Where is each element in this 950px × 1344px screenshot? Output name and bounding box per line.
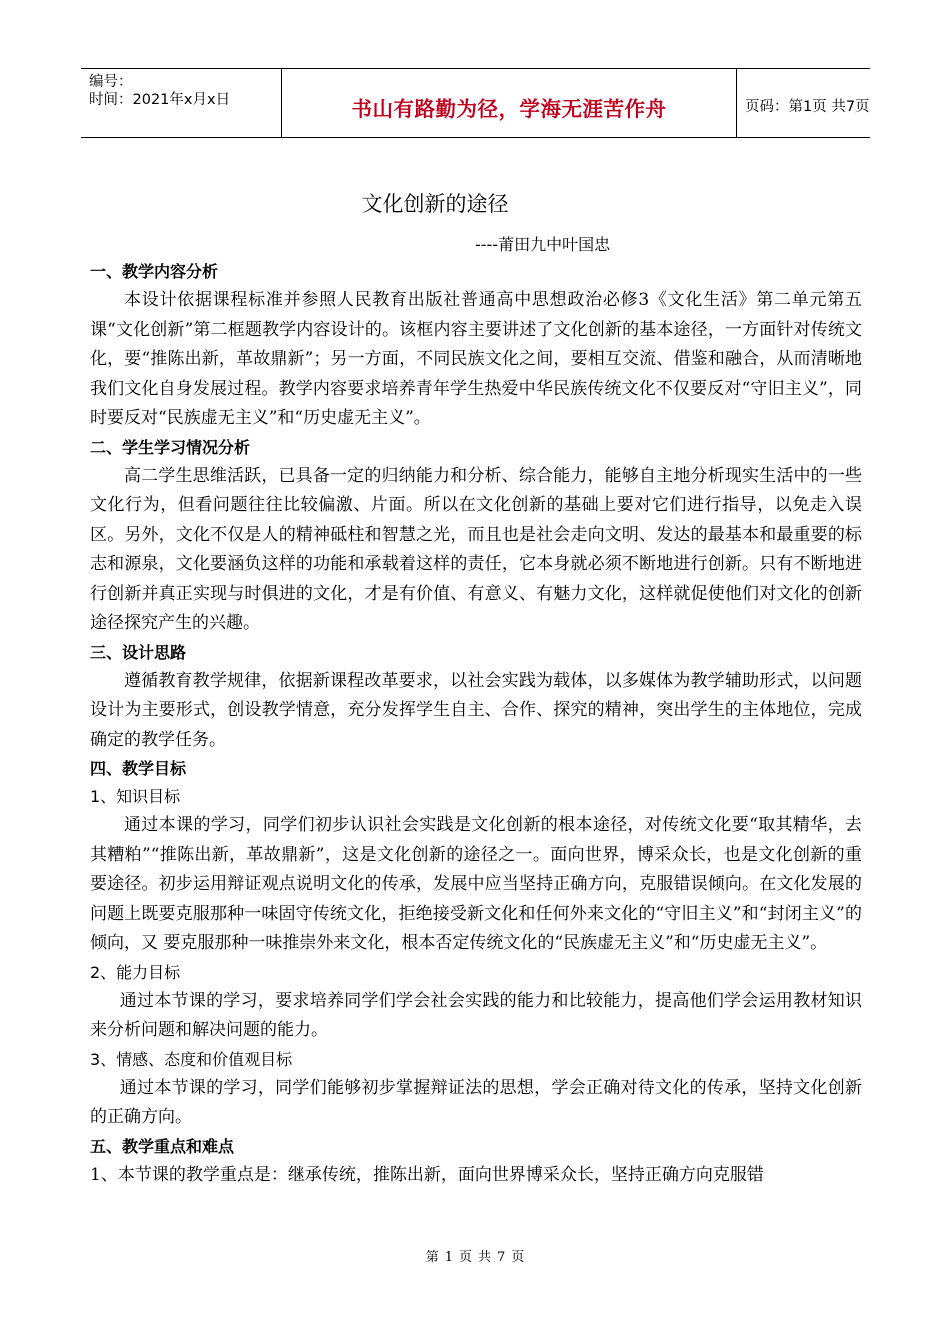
paragraph-content-analysis: 本设计依据课程标准并参照人民教育出版社普通高中思想政治必修3《文化生活》第二单元第五课“文化创新”第二框题教学内容设计的。该框内容主要讲述了文化创新的基本途径，一方面针对传统文化，要“推陈出新，革故鼎新”；另一方面，不同民族文化之间，要相互交流、借鉴和融合，从而清晰地我们文化自身发展过程。教学内容要求培养青年学生热爱中华民族传统文化不仅要反对“守旧主义”，同时要反对“民族虚无主义”和“历史虚无主义”。: [90, 290, 862, 428]
footer-page-number: 1: [444, 1250, 453, 1265]
header-right-cell: [737, 69, 870, 137]
footer-word-ye-2: 页: [511, 1250, 525, 1265]
section-heading-3: 三、设计思路: [90, 642, 187, 662]
header-page-info: 页码：第1页 共7页: [745, 99, 870, 115]
section-heading-4: 四、教学目标: [90, 759, 187, 778]
section-heading-5: 五、教学重点和难点: [90, 1136, 235, 1156]
document-number-label: 编号：: [89, 74, 133, 90]
paragraph-ability-goal: 通过本节课的学习，要求培养同学们学会社会实践的能力和比较能力，提高他们学会运用教材知识来分析问题和解决问题的能力。: [90, 990, 862, 1040]
paragraph-key-points: 1、本节课的教学重点是：继承传统，推陈出新，面向世界博采众长，坚持正确方向克服错: [90, 1164, 764, 1185]
footer-word-ye: 页: [458, 1250, 472, 1265]
paragraph-design-idea: 遵循教育教学规律，依据新课程改革要求，以社会实践为载体，以多媒体为教学辅助形式，以问题设计为主要形式，创设教学情意，充分发挥学生自主、合作、探究的精神，突出学生的主体地位，完成确定的教学任务。: [90, 670, 862, 750]
paragraph-student-analysis: 高二学生思维活跃，已具备一定的归纳能力和分析、综合能力，能够自主地分析现实生活中的一些文化行为，但看问题往往比较偏激、片面。所以在文化创新的基础上要对它们进行指导，以免走入误区。另外，文化不仅是人的精神砥柱和智慧之光，而且也是社会走向文明、发达的最基本和最重要的标志和源泉，文化要涵负这样的功能和承载着这样的责任，它本身就必须不断地进行创新。只有不断地进行创新并真正实现与时俱进的文化，才是有价值、有意义、有魅力文化，这样就促使他们对文化的创新途径探究产生的兴趣。: [90, 465, 862, 633]
footer-word-di: 第: [425, 1250, 439, 1265]
document-title: 文化创新的途径: [361, 192, 509, 216]
date-label: 时间：2021年x月x日: [89, 92, 231, 108]
page-header: [81, 68, 870, 138]
paragraph-emotion-goal: 通过本节课的学习，同学们能够初步掌握辩证法的思想，学会正确对待文化的传承，坚持文化创新的正确方向。: [90, 1077, 862, 1127]
footer-word-gong: 共: [478, 1250, 492, 1265]
document-author: ----莆田九中叶国忠: [475, 235, 611, 254]
header-motto: 书山有路勤为径，学海无涯苦作舟: [351, 97, 667, 121]
section-heading-1: 一、教学内容分析: [90, 262, 219, 281]
subheading-ability: 2、能力目标: [90, 962, 181, 982]
subheading-emotion: 3、情感、态度和价值观目标: [90, 1049, 293, 1069]
paragraph-knowledge-goal: 通过本课的学习，同学们初步认识社会实践是文化创新的根本途径，对传统文化要“取其精华，去其糟粕”“推陈出新，革故鼎新”，这是文化创新的途径之一。面向世界，博采众长，也是文化创新的重要途径。初步运用辩证观点说明文化的传承，发展中应当坚持正确方向，克服错误倾向。在文化发展的问题上既要克服那种一味固守传统文化，拒绝接受新文化和任何外来文化的“守旧主义”和“封闭主义”的倾向，又 要克服那种一味推崇外来文化，根本否定传统文化的“民族虚无主义”和“历史虚无主义”。: [90, 815, 862, 953]
document-body: [90, 258, 862, 1190]
subheading-knowledge: 1、知识目标: [90, 787, 181, 806]
header-center-cell: [281, 69, 737, 137]
page-footer: [0, 1246, 950, 1265]
section-heading-2: 二、学生学习情况分析: [90, 437, 251, 457]
footer-total-pages: 7: [497, 1250, 506, 1265]
header-left-cell: [81, 69, 281, 137]
